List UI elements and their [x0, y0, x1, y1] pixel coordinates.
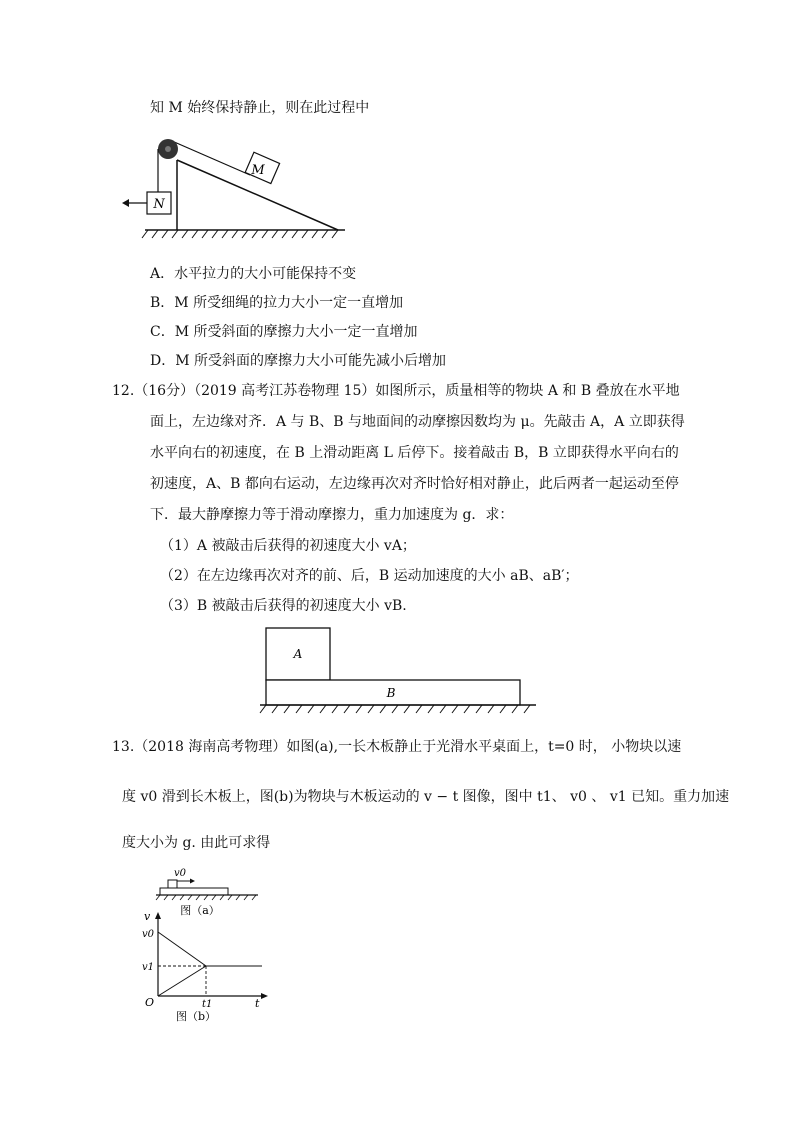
option-d: D．M 所受斜面的摩擦力大小可能先减小后增加: [150, 353, 447, 369]
label-N: N: [153, 197, 165, 212]
q13-line-2: 度 v0 滑到长木板上，图(b)为物块与木板运动的 v − t 图像，图中 t1、 v0 、 v1 已知。重力加速: [122, 789, 730, 805]
intro-line: 知 M 始终保持静止，则在此过程中: [150, 100, 370, 116]
q12-line-2: 面上，左边缘对齐．A 与 B、B 与地面间的动摩擦因数均为 μ。先敲击 A，A 立即获得: [150, 414, 685, 430]
q12-sub-3: （3）B 被敲击后获得的初速度大小 vB.: [160, 598, 407, 614]
stacked-blocks-figure: [258, 624, 548, 719]
q13-line-3: 度大小为 g. 由此可求得: [122, 835, 271, 851]
arrow-left-icon: [122, 199, 129, 207]
q12-sub-2: （2）在左边缘再次对齐的前、后，B 运动加速度的大小 aB、aB′；: [160, 568, 579, 584]
velocity-arrow-icon: [190, 879, 195, 884]
q12-sub-1: （1）A 被敲击后获得的初速度大小 vA；: [160, 538, 416, 554]
fig-b-x-axis: t: [255, 997, 260, 1010]
label-A: A: [293, 647, 303, 661]
incline-pulley-figure: [110, 130, 370, 245]
label-B: B: [386, 686, 396, 700]
q12-line-5: 下．最大静摩擦力等于滑动摩擦力，重力加速度为 g．求：: [150, 507, 514, 523]
fig-b-y-axis: v: [144, 910, 151, 923]
fig-b-caption: 图（b）: [175, 1010, 217, 1023]
fig-b-t1: t1: [202, 999, 213, 1010]
q13-line-1: 13.（2018 海南高考物理）如图(a),一长木板静止于光滑水平桌面上，t=0 时， 小物块以速: [112, 739, 682, 755]
option-b: B．M 所受细绳的拉力大小一定一直增加: [150, 295, 404, 311]
fig-a-caption: 图（a）: [180, 904, 220, 917]
fig-b-origin: O: [145, 996, 155, 1009]
q12-line-3: 水平向右的初速度，在 B 上滑动距离 L 后停下。接着敲击 B，B 立即获得水平向右的: [150, 445, 679, 461]
figure-b-vt-graph: [138, 910, 274, 1022]
q12-line-4: 初速度，A、B 都向右运动，左边缘再次对齐时恰好相对静止，此后两者一起运动至停: [150, 476, 679, 492]
fig-b-v0: v0: [142, 929, 155, 940]
option-c: C．M 所受斜面的摩擦力大小一定一直增加: [150, 324, 418, 340]
option-a: A．水平拉力的大小可能保持不变: [150, 266, 357, 282]
fig-a-v0-label: v0: [174, 868, 187, 879]
q12-line-1: 12.（16分）（2019 高考江苏卷物理 15）如图所示，质量相等的物块 A 和 B 叠放在水平地: [112, 383, 680, 399]
label-M: M: [251, 163, 265, 178]
fig-b-v1: v1: [142, 962, 155, 973]
